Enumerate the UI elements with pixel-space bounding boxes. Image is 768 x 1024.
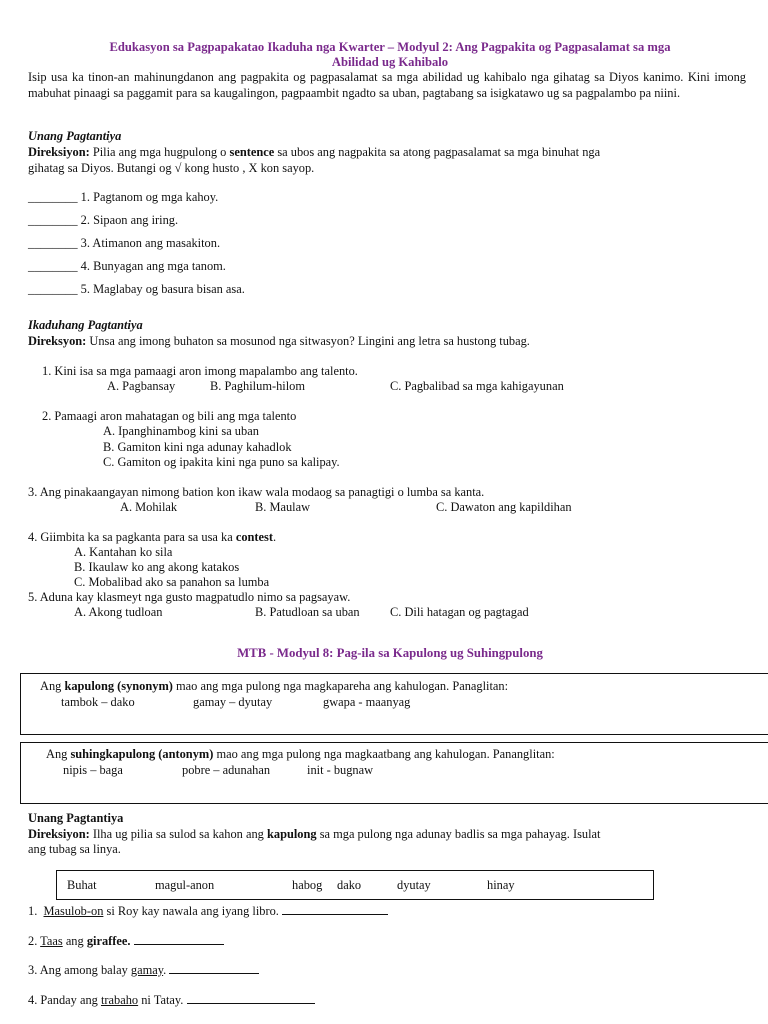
part1-directions: Direksiyon: Pilia ang mga hugpulong o sentence sa ubos ang nagpakita sa atong pagpasalamat sa mga binuhat nga	[28, 145, 601, 159]
choice: B. Paghilum-hilom	[210, 379, 305, 393]
question-1: 1. Kini isa sa mga pamaagi aron imong mapalambo ang talento.	[42, 364, 358, 378]
word-option: hinay	[487, 878, 515, 892]
part2-directions: Direksyon: Unsa ang imong buhaton sa mosunod nga sitwasyon? Lingini ang letra sa hustong tubag.	[28, 334, 530, 348]
choice: C. Pagbalibad sa mga kahigayunan	[390, 379, 564, 393]
sentence-4: 4. Panday ang trabaho ni Tatay.	[28, 993, 315, 1008]
answer-line[interactable]	[134, 944, 224, 945]
question-5: 5. Aduna kay klasmeyt nga gusto magpatudlo nimo sa pagsayaw.	[28, 590, 351, 604]
choice: A. Pagbansay	[107, 379, 176, 393]
question-2: 2. Pamaagi aron mahatagan og bili ang mga talento	[42, 409, 297, 423]
antonym-example: init - bugnaw	[307, 763, 374, 777]
choice: C. Gamiton og ipakita kini nga puno sa kalipay.	[103, 455, 340, 469]
list-item: ________ 4. Bunyagan ang mga tanom.	[28, 259, 226, 273]
synonym-example: gwapa - maanyag	[323, 695, 411, 709]
section-heading-unang-pagtantiya: Unang Pagtantiya	[28, 129, 122, 143]
list-item: ________ 2. Sipaon ang iring.	[28, 213, 179, 227]
antonym-definition: Ang suhingkapulong (antonym) mao ang mga pulong nga magkaatbang ang kahulogan. Pananglitan:	[46, 747, 555, 761]
word-option: habog	[292, 878, 323, 892]
choice: C. Dawaton ang kapildihan	[436, 500, 572, 514]
choice: B. Ikaulaw ko ang akong katakos	[74, 560, 240, 574]
list-item: ________ 3. Atimanon ang masakiton.	[28, 236, 221, 250]
antonym-box	[20, 742, 768, 804]
choice: A. Kantahan ko sila	[74, 545, 173, 559]
mtb-title: MTB - Modyul 8: Pag-ila sa Kapulong ug Suhingpulong	[237, 646, 543, 660]
answer-line[interactable]	[282, 914, 388, 915]
document-title	[30, 40, 750, 70]
synonym-example: gamay – dyutay	[193, 695, 273, 709]
sentence-3: 3. Ang among balay gamay.	[28, 963, 259, 978]
choice: B. Patudloan sa uban	[255, 605, 360, 619]
word-box	[56, 870, 654, 900]
synonym-example: tambok – dako	[61, 695, 135, 709]
question-3: 3. Ang pinakaangayan nimong bation kon ikaw wala modaog sa panagtigi o lumba sa kanta.	[28, 485, 485, 499]
word-option: dako	[337, 878, 362, 892]
choice: B. Maulaw	[255, 500, 311, 514]
answer-line[interactable]	[169, 973, 259, 974]
choice: A. Mohilak	[120, 500, 178, 514]
intro-paragraph: Isip usa ka tinon-an mahinungdanon ang pagpakita og pagpasalamat sa mga abilidad ug kahibalo nga gihatag sa Diyos kanimo. Kini imong mabuhat pinaagi sa paggamit para sa kaugalingon, pagpaambit ngadto sa uban, pagtabang sa isigkatawo ug sa pagpalambo pa niini.	[28, 70, 746, 100]
choice: C. Dili hatagan og pagtagad	[390, 605, 529, 619]
word-option: dyutay	[397, 878, 431, 892]
word-option: Buhat	[67, 878, 97, 892]
list-item: ________ 1. Pagtanom og mga kahoy.	[28, 190, 219, 204]
sentence-2: 2. Taas ang giraffee.	[28, 934, 224, 949]
title-line-2: Abilidad ug Kahibalo	[331, 55, 449, 69]
choice: B. Gamiton kini nga adunay kahadlok	[103, 440, 292, 454]
dir-label: Direksiyon:	[28, 145, 90, 159]
section-heading-ikaduhang-pagtantiya: Ikaduhang Pagtantiya	[28, 318, 143, 332]
synonym-box	[20, 673, 768, 735]
sentence-1: 1. Masulob-on si Roy kay nawala ang iyang libro.	[28, 904, 388, 919]
answer-line[interactable]	[187, 1003, 315, 1004]
choice: C. Mobalibad ako sa panahon sa lumba	[74, 575, 270, 589]
mtb-directions-line2: ang tubag sa linya.	[28, 842, 121, 856]
choice: A. Akong tudloan	[74, 605, 163, 619]
section-heading-unang-pagtantiya-mtb: Unang Pagtantiya	[28, 811, 124, 825]
choice: A. Ipanghinambog kini sa uban	[103, 424, 259, 438]
word-option: magul-anon	[155, 878, 215, 892]
part1-directions-line2: gihatag sa Diyos. Butangi og √ kong husto , X kon sayop.	[28, 161, 315, 175]
antonym-example: pobre – adunahan	[182, 763, 271, 777]
synonym-definition: Ang kapulong (synonym) mao ang mga pulong nga magkapareha ang kahulogan. Panaglitan:	[40, 679, 509, 693]
question-4: 4. Giimbita ka sa pagkanta para sa usa ka contest.	[28, 530, 277, 544]
antonym-example: nipis – baga	[63, 763, 123, 777]
title-line-1: Edukasyon sa Pagpapakatao Ikaduha nga Kwarter – Modyul 2: Ang Pagpakita og Pagpasalamat sa mga	[109, 40, 671, 54]
mtb-directions: Direksiyon: Ilha ug pilia sa sulod sa kahon ang kapulong sa mga pulong nga adunay badlis sa mga pahayag. Isulat	[28, 827, 601, 841]
list-item: ________ 5. Maglabay og basura bisan asa.	[28, 282, 245, 296]
